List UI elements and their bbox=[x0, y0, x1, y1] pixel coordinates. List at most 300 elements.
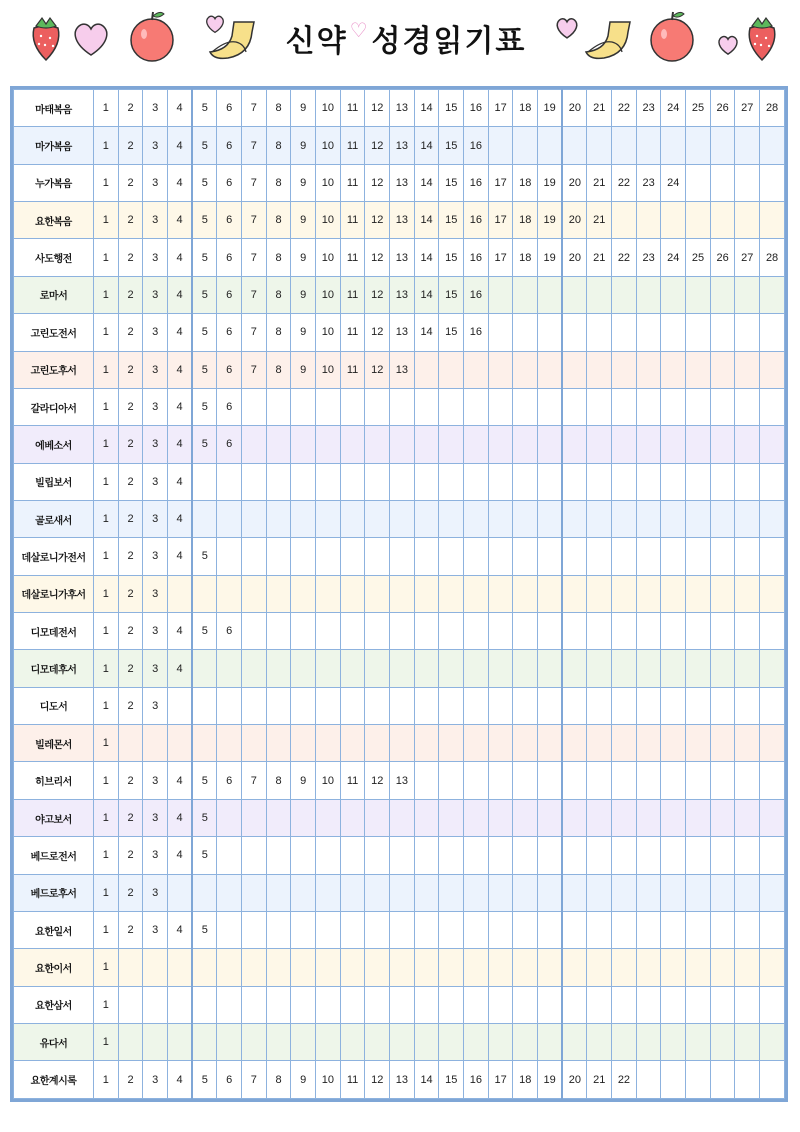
chapter-checkbox[interactable]: 3 bbox=[143, 799, 168, 836]
chapter-checkbox[interactable]: 1 bbox=[94, 1061, 119, 1099]
chapter-checkbox[interactable]: 10 bbox=[316, 127, 341, 164]
empty-cell bbox=[488, 426, 513, 463]
chapter-checkbox[interactable]: 13 bbox=[390, 351, 415, 388]
chapter-checkbox[interactable]: 12 bbox=[365, 202, 390, 239]
chapter-checkbox[interactable]: 1 bbox=[94, 276, 119, 313]
chapter-checkbox[interactable]: 3 bbox=[143, 388, 168, 425]
chapter-checkbox[interactable]: 9 bbox=[291, 90, 316, 127]
chapter-checkbox[interactable]: 18 bbox=[513, 202, 538, 239]
chapter-checkbox[interactable]: 10 bbox=[316, 762, 341, 799]
chapter-checkbox[interactable]: 28 bbox=[760, 239, 785, 276]
chapter-checkbox[interactable]: 10 bbox=[316, 1061, 341, 1099]
chapter-checkbox[interactable]: 3 bbox=[143, 239, 168, 276]
chapter-checkbox[interactable]: 21 bbox=[587, 90, 612, 127]
chapter-checkbox[interactable]: 1 bbox=[94, 986, 119, 1023]
chapter-checkbox[interactable]: 13 bbox=[390, 164, 415, 201]
chapter-checkbox[interactable]: 10 bbox=[316, 276, 341, 313]
chapter-checkbox[interactable]: 20 bbox=[562, 164, 587, 201]
empty-cell bbox=[464, 837, 489, 874]
book-name: 요한일서 bbox=[14, 911, 94, 948]
empty-cell bbox=[291, 725, 316, 762]
chapter-checkbox[interactable]: 5 bbox=[192, 388, 217, 425]
chapter-checkbox[interactable]: 3 bbox=[143, 650, 168, 687]
chapter-checkbox[interactable]: 15 bbox=[439, 276, 464, 313]
empty-cell bbox=[686, 426, 711, 463]
chapter-checkbox[interactable]: 15 bbox=[439, 90, 464, 127]
chapter-checkbox[interactable]: 3 bbox=[143, 127, 168, 164]
chapter-checkbox[interactable]: 8 bbox=[266, 202, 291, 239]
chapter-checkbox[interactable]: 1 bbox=[94, 500, 119, 537]
chapter-checkbox[interactable]: 1 bbox=[94, 239, 119, 276]
empty-cell bbox=[562, 725, 587, 762]
chapter-checkbox[interactable]: 1 bbox=[94, 202, 119, 239]
chapter-checkbox[interactable]: 1 bbox=[94, 426, 119, 463]
chapter-checkbox[interactable]: 6 bbox=[217, 90, 242, 127]
empty-cell bbox=[340, 575, 365, 612]
empty-cell bbox=[464, 500, 489, 537]
chapter-checkbox[interactable]: 4 bbox=[168, 351, 193, 388]
chapter-checkbox[interactable]: 2 bbox=[118, 874, 143, 911]
chapter-checkbox[interactable]: 8 bbox=[266, 351, 291, 388]
chapter-checkbox[interactable]: 8 bbox=[266, 314, 291, 351]
chapter-checkbox[interactable]: 3 bbox=[143, 202, 168, 239]
chapter-checkbox[interactable]: 10 bbox=[316, 351, 341, 388]
chapter-checkbox[interactable]: 11 bbox=[340, 351, 365, 388]
chapter-checkbox[interactable]: 2 bbox=[118, 164, 143, 201]
empty-cell bbox=[538, 837, 563, 874]
chapter-checkbox[interactable]: 7 bbox=[242, 276, 267, 313]
chapter-checkbox[interactable]: 14 bbox=[414, 202, 439, 239]
chapter-checkbox[interactable]: 2 bbox=[118, 762, 143, 799]
chapter-checkbox[interactable]: 11 bbox=[340, 1061, 365, 1099]
chapter-checkbox[interactable]: 19 bbox=[538, 1061, 563, 1099]
chapter-checkbox[interactable]: 3 bbox=[143, 538, 168, 575]
chapter-checkbox[interactable]: 2 bbox=[118, 500, 143, 537]
chapter-checkbox[interactable]: 2 bbox=[118, 351, 143, 388]
chapter-checkbox[interactable]: 2 bbox=[118, 314, 143, 351]
chapter-checkbox[interactable]: 27 bbox=[735, 239, 760, 276]
chapter-checkbox[interactable]: 1 bbox=[94, 949, 119, 986]
chapter-checkbox[interactable]: 1 bbox=[94, 1023, 119, 1060]
chapter-checkbox[interactable]: 2 bbox=[118, 799, 143, 836]
empty-cell bbox=[661, 650, 686, 687]
chapter-checkbox[interactable]: 6 bbox=[217, 202, 242, 239]
empty-cell bbox=[365, 388, 390, 425]
chapter-checkbox[interactable]: 21 bbox=[587, 239, 612, 276]
chapter-checkbox[interactable]: 2 bbox=[118, 388, 143, 425]
chapter-checkbox[interactable]: 5 bbox=[192, 351, 217, 388]
chapter-checkbox[interactable]: 10 bbox=[316, 239, 341, 276]
chapter-checkbox[interactable]: 2 bbox=[118, 613, 143, 650]
chapter-checkbox[interactable]: 7 bbox=[242, 762, 267, 799]
chapter-checkbox[interactable]: 4 bbox=[168, 276, 193, 313]
chapter-checkbox[interactable]: 8 bbox=[266, 239, 291, 276]
chapter-checkbox[interactable]: 11 bbox=[340, 276, 365, 313]
empty-cell bbox=[513, 874, 538, 911]
chapter-checkbox[interactable]: 15 bbox=[439, 127, 464, 164]
chapter-checkbox[interactable]: 14 bbox=[414, 314, 439, 351]
chapter-checkbox[interactable]: 4 bbox=[168, 762, 193, 799]
chapter-checkbox[interactable]: 22 bbox=[612, 239, 637, 276]
chapter-checkbox[interactable]: 5 bbox=[192, 164, 217, 201]
chapter-checkbox[interactable]: 6 bbox=[217, 613, 242, 650]
empty-cell bbox=[488, 538, 513, 575]
chapter-checkbox[interactable]: 14 bbox=[414, 90, 439, 127]
empty-cell bbox=[587, 949, 612, 986]
chapter-checkbox[interactable]: 21 bbox=[587, 1061, 612, 1099]
chapter-checkbox[interactable]: 7 bbox=[242, 202, 267, 239]
chapter-checkbox[interactable]: 25 bbox=[686, 90, 711, 127]
chapter-checkbox[interactable]: 3 bbox=[143, 837, 168, 874]
chapter-checkbox[interactable]: 3 bbox=[143, 314, 168, 351]
chapter-checkbox[interactable]: 23 bbox=[636, 90, 661, 127]
chapter-checkbox[interactable]: 22 bbox=[612, 1061, 637, 1099]
chapter-checkbox[interactable]: 5 bbox=[192, 276, 217, 313]
empty-cell bbox=[513, 463, 538, 500]
book-row bbox=[14, 314, 785, 351]
chapter-checkbox[interactable]: 3 bbox=[143, 276, 168, 313]
apple-icon bbox=[646, 8, 698, 64]
chapter-checkbox[interactable]: 27 bbox=[735, 90, 760, 127]
chapter-checkbox[interactable]: 18 bbox=[513, 1061, 538, 1099]
chapter-checkbox[interactable]: 3 bbox=[143, 575, 168, 612]
chapter-checkbox[interactable]: 5 bbox=[192, 314, 217, 351]
chapter-checkbox[interactable]: 2 bbox=[118, 127, 143, 164]
chapter-checkbox[interactable]: 3 bbox=[143, 613, 168, 650]
chapter-checkbox[interactable]: 16 bbox=[464, 127, 489, 164]
chapter-checkbox[interactable]: 9 bbox=[291, 276, 316, 313]
chapter-checkbox[interactable]: 9 bbox=[291, 202, 316, 239]
chapter-checkbox[interactable]: 6 bbox=[217, 1061, 242, 1099]
chapter-checkbox[interactable]: 1 bbox=[94, 127, 119, 164]
chapter-checkbox[interactable]: 4 bbox=[168, 463, 193, 500]
chapter-checkbox[interactable]: 2 bbox=[118, 650, 143, 687]
chapter-checkbox[interactable]: 4 bbox=[168, 799, 193, 836]
chapter-checkbox[interactable]: 5 bbox=[192, 127, 217, 164]
chapter-checkbox[interactable]: 15 bbox=[439, 239, 464, 276]
chapter-checkbox[interactable]: 13 bbox=[390, 276, 415, 313]
chapter-checkbox[interactable]: 5 bbox=[192, 426, 217, 463]
chapter-checkbox[interactable]: 5 bbox=[192, 837, 217, 874]
chapter-checkbox[interactable]: 6 bbox=[217, 164, 242, 201]
empty-cell bbox=[538, 500, 563, 537]
chapter-checkbox[interactable]: 13 bbox=[390, 762, 415, 799]
chapter-checkbox[interactable]: 2 bbox=[118, 911, 143, 948]
chapter-checkbox[interactable]: 6 bbox=[217, 239, 242, 276]
empty-cell bbox=[242, 500, 267, 537]
chapter-checkbox[interactable]: 20 bbox=[562, 202, 587, 239]
chapter-checkbox[interactable]: 22 bbox=[612, 90, 637, 127]
chapter-checkbox[interactable]: 10 bbox=[316, 164, 341, 201]
chapter-checkbox[interactable]: 7 bbox=[242, 351, 267, 388]
chapter-checkbox[interactable]: 28 bbox=[760, 90, 785, 127]
chapter-checkbox[interactable]: 4 bbox=[168, 500, 193, 537]
chapter-checkbox[interactable]: 21 bbox=[587, 202, 612, 239]
chapter-checkbox[interactable]: 19 bbox=[538, 164, 563, 201]
empty-cell bbox=[464, 949, 489, 986]
chapter-checkbox[interactable]: 6 bbox=[217, 388, 242, 425]
chapter-checkbox[interactable]: 7 bbox=[242, 164, 267, 201]
chapter-checkbox[interactable]: 3 bbox=[143, 426, 168, 463]
chapter-checkbox[interactable]: 2 bbox=[118, 538, 143, 575]
chapter-checkbox[interactable]: 17 bbox=[488, 1061, 513, 1099]
chapter-checkbox[interactable]: 1 bbox=[94, 351, 119, 388]
chapter-checkbox[interactable]: 2 bbox=[118, 90, 143, 127]
chapter-checkbox[interactable]: 3 bbox=[143, 500, 168, 537]
chapter-checkbox[interactable]: 12 bbox=[365, 239, 390, 276]
chapter-checkbox[interactable]: 15 bbox=[439, 1061, 464, 1099]
empty-cell bbox=[710, 538, 735, 575]
empty-cell bbox=[686, 949, 711, 986]
chapter-checkbox[interactable]: 7 bbox=[242, 127, 267, 164]
chapter-checkbox[interactable]: 11 bbox=[340, 762, 365, 799]
chapter-checkbox[interactable]: 1 bbox=[94, 575, 119, 612]
empty-cell bbox=[710, 426, 735, 463]
empty-cell bbox=[266, 575, 291, 612]
chapter-checkbox[interactable]: 4 bbox=[168, 90, 193, 127]
chapter-checkbox[interactable]: 16 bbox=[464, 202, 489, 239]
chapter-checkbox[interactable]: 3 bbox=[143, 762, 168, 799]
empty-cell bbox=[710, 276, 735, 313]
chapter-checkbox[interactable]: 1 bbox=[94, 837, 119, 874]
chapter-checkbox[interactable]: 11 bbox=[340, 202, 365, 239]
chapter-checkbox[interactable]: 15 bbox=[439, 314, 464, 351]
chapter-checkbox[interactable]: 5 bbox=[192, 799, 217, 836]
chapter-checkbox[interactable]: 16 bbox=[464, 1061, 489, 1099]
chapter-checkbox[interactable]: 1 bbox=[94, 613, 119, 650]
chapter-checkbox[interactable]: 12 bbox=[365, 314, 390, 351]
chapter-checkbox[interactable]: 12 bbox=[365, 276, 390, 313]
chapter-checkbox[interactable]: 4 bbox=[168, 650, 193, 687]
chapter-checkbox[interactable]: 11 bbox=[340, 127, 365, 164]
chapter-checkbox[interactable]: 14 bbox=[414, 276, 439, 313]
chapter-checkbox[interactable]: 13 bbox=[390, 202, 415, 239]
chapter-checkbox[interactable]: 22 bbox=[612, 164, 637, 201]
chapter-checkbox[interactable]: 13 bbox=[390, 1061, 415, 1099]
chapter-checkbox[interactable]: 2 bbox=[118, 687, 143, 724]
chapter-checkbox[interactable]: 8 bbox=[266, 276, 291, 313]
chapter-checkbox[interactable]: 24 bbox=[661, 90, 686, 127]
chapter-checkbox[interactable]: 1 bbox=[94, 725, 119, 762]
chapter-checkbox[interactable]: 1 bbox=[94, 911, 119, 948]
chapter-checkbox[interactable]: 1 bbox=[94, 164, 119, 201]
chapter-checkbox[interactable]: 8 bbox=[266, 90, 291, 127]
chapter-checkbox[interactable]: 1 bbox=[94, 650, 119, 687]
chapter-checkbox[interactable]: 6 bbox=[217, 762, 242, 799]
chapter-checkbox[interactable]: 24 bbox=[661, 239, 686, 276]
chapter-checkbox[interactable]: 18 bbox=[513, 164, 538, 201]
chapter-checkbox[interactable]: 11 bbox=[340, 164, 365, 201]
chapter-checkbox[interactable]: 4 bbox=[168, 1061, 193, 1099]
chapter-checkbox[interactable]: 9 bbox=[291, 127, 316, 164]
chapter-checkbox[interactable]: 9 bbox=[291, 164, 316, 201]
chapter-checkbox[interactable]: 4 bbox=[168, 164, 193, 201]
chapter-checkbox[interactable]: 9 bbox=[291, 1061, 316, 1099]
chapter-checkbox[interactable]: 9 bbox=[291, 314, 316, 351]
chapter-checkbox[interactable]: 7 bbox=[242, 1061, 267, 1099]
chapter-checkbox[interactable]: 8 bbox=[266, 164, 291, 201]
chapter-checkbox[interactable]: 21 bbox=[587, 164, 612, 201]
chapter-checkbox[interactable]: 2 bbox=[118, 575, 143, 612]
chapter-checkbox[interactable]: 16 bbox=[464, 164, 489, 201]
chapter-checkbox[interactable]: 10 bbox=[316, 90, 341, 127]
chapter-checkbox[interactable]: 3 bbox=[143, 164, 168, 201]
book-row bbox=[14, 687, 785, 724]
chapter-checkbox[interactable]: 13 bbox=[390, 127, 415, 164]
chapter-checkbox[interactable]: 13 bbox=[390, 90, 415, 127]
chapter-checkbox[interactable]: 15 bbox=[439, 164, 464, 201]
chapter-checkbox[interactable]: 7 bbox=[242, 239, 267, 276]
chapter-checkbox[interactable]: 24 bbox=[661, 164, 686, 201]
chapter-checkbox[interactable]: 20 bbox=[562, 1061, 587, 1099]
chapter-checkbox[interactable]: 2 bbox=[118, 426, 143, 463]
chapter-checkbox[interactable]: 20 bbox=[562, 90, 587, 127]
empty-cell bbox=[636, 874, 661, 911]
chapter-checkbox[interactable]: 3 bbox=[143, 874, 168, 911]
empty-cell bbox=[513, 127, 538, 164]
chapter-checkbox[interactable]: 2 bbox=[118, 463, 143, 500]
chapter-checkbox[interactable]: 17 bbox=[488, 202, 513, 239]
empty-cell bbox=[760, 463, 785, 500]
chapter-checkbox[interactable]: 4 bbox=[168, 911, 193, 948]
chapter-checkbox[interactable]: 10 bbox=[316, 314, 341, 351]
chapter-checkbox[interactable]: 4 bbox=[168, 837, 193, 874]
chapter-checkbox[interactable]: 20 bbox=[562, 239, 587, 276]
chapter-checkbox[interactable]: 2 bbox=[118, 202, 143, 239]
chapter-checkbox[interactable]: 3 bbox=[143, 687, 168, 724]
chapter-checkbox[interactable]: 14 bbox=[414, 164, 439, 201]
chapter-checkbox[interactable]: 4 bbox=[168, 613, 193, 650]
chapter-checkbox[interactable]: 11 bbox=[340, 239, 365, 276]
empty-cell bbox=[390, 538, 415, 575]
chapter-checkbox[interactable]: 11 bbox=[340, 90, 365, 127]
empty-cell bbox=[562, 388, 587, 425]
chapter-checkbox[interactable]: 1 bbox=[94, 762, 119, 799]
chapter-checkbox[interactable]: 5 bbox=[192, 90, 217, 127]
chapter-checkbox[interactable]: 16 bbox=[464, 314, 489, 351]
chapter-checkbox[interactable]: 1 bbox=[94, 799, 119, 836]
empty-cell bbox=[266, 388, 291, 425]
chapter-checkbox[interactable]: 12 bbox=[365, 762, 390, 799]
chapter-checkbox[interactable]: 5 bbox=[192, 1061, 217, 1099]
chapter-checkbox[interactable]: 8 bbox=[266, 127, 291, 164]
chapter-checkbox[interactable]: 12 bbox=[365, 1061, 390, 1099]
chapter-checkbox[interactable]: 8 bbox=[266, 1061, 291, 1099]
chapter-checkbox[interactable]: 5 bbox=[192, 613, 217, 650]
chapter-checkbox[interactable]: 3 bbox=[143, 351, 168, 388]
chapter-checkbox[interactable]: 10 bbox=[316, 202, 341, 239]
chapter-checkbox[interactable]: 19 bbox=[538, 202, 563, 239]
chapter-checkbox[interactable]: 13 bbox=[390, 314, 415, 351]
chapter-checkbox[interactable]: 8 bbox=[266, 762, 291, 799]
chapter-checkbox[interactable]: 13 bbox=[390, 239, 415, 276]
chapter-checkbox[interactable]: 3 bbox=[143, 1061, 168, 1099]
chapter-checkbox[interactable]: 4 bbox=[168, 314, 193, 351]
chapter-checkbox[interactable]: 2 bbox=[118, 837, 143, 874]
chapter-checkbox[interactable]: 16 bbox=[464, 90, 489, 127]
chapter-checkbox[interactable]: 5 bbox=[192, 538, 217, 575]
chapter-checkbox[interactable]: 4 bbox=[168, 239, 193, 276]
chapter-checkbox[interactable]: 5 bbox=[192, 239, 217, 276]
chapter-checkbox[interactable]: 12 bbox=[365, 90, 390, 127]
chapter-checkbox[interactable]: 14 bbox=[414, 1061, 439, 1099]
chapter-checkbox[interactable]: 12 bbox=[365, 351, 390, 388]
chapter-checkbox[interactable]: 7 bbox=[242, 90, 267, 127]
chapter-checkbox[interactable]: 19 bbox=[538, 239, 563, 276]
chapter-checkbox[interactable]: 26 bbox=[710, 90, 735, 127]
chapter-checkbox[interactable]: 14 bbox=[414, 127, 439, 164]
chapter-checkbox[interactable]: 12 bbox=[365, 164, 390, 201]
chapter-checkbox[interactable]: 17 bbox=[488, 239, 513, 276]
chapter-checkbox[interactable]: 26 bbox=[710, 239, 735, 276]
chapter-checkbox[interactable]: 5 bbox=[192, 202, 217, 239]
chapter-checkbox[interactable]: 15 bbox=[439, 202, 464, 239]
chapter-checkbox[interactable]: 17 bbox=[488, 164, 513, 201]
chapter-checkbox[interactable]: 19 bbox=[538, 90, 563, 127]
chapter-checkbox[interactable]: 4 bbox=[168, 127, 193, 164]
chapter-checkbox[interactable]: 11 bbox=[340, 314, 365, 351]
chapter-checkbox[interactable]: 9 bbox=[291, 351, 316, 388]
chapter-checkbox[interactable]: 4 bbox=[168, 426, 193, 463]
chapter-checkbox[interactable]: 2 bbox=[118, 239, 143, 276]
chapter-checkbox[interactable]: 16 bbox=[464, 276, 489, 313]
chapter-checkbox[interactable]: 2 bbox=[118, 276, 143, 313]
empty-cell bbox=[710, 949, 735, 986]
empty-cell bbox=[562, 127, 587, 164]
chapter-checkbox[interactable]: 12 bbox=[365, 127, 390, 164]
chapter-checkbox[interactable]: 1 bbox=[94, 463, 119, 500]
chapter-checkbox[interactable]: 6 bbox=[217, 351, 242, 388]
chapter-checkbox[interactable]: 4 bbox=[168, 538, 193, 575]
chapter-checkbox[interactable]: 25 bbox=[686, 239, 711, 276]
empty-cell bbox=[266, 500, 291, 537]
empty-cell bbox=[291, 426, 316, 463]
chapter-checkbox[interactable]: 6 bbox=[217, 276, 242, 313]
chapter-checkbox[interactable]: 14 bbox=[414, 239, 439, 276]
empty-cell bbox=[192, 725, 217, 762]
chapter-checkbox[interactable]: 3 bbox=[143, 911, 168, 948]
chapter-checkbox[interactable]: 1 bbox=[94, 90, 119, 127]
chapter-checkbox[interactable]: 6 bbox=[217, 426, 242, 463]
chapter-checkbox[interactable]: 1 bbox=[94, 314, 119, 351]
chapter-checkbox[interactable]: 5 bbox=[192, 911, 217, 948]
chapter-checkbox[interactable]: 4 bbox=[168, 388, 193, 425]
chapter-checkbox[interactable]: 2 bbox=[118, 1061, 143, 1099]
chapter-checkbox[interactable]: 3 bbox=[143, 90, 168, 127]
chapter-checkbox[interactable]: 4 bbox=[168, 202, 193, 239]
chapter-checkbox[interactable]: 23 bbox=[636, 239, 661, 276]
chapter-checkbox[interactable]: 18 bbox=[513, 239, 538, 276]
chapter-checkbox[interactable]: 23 bbox=[636, 164, 661, 201]
chapter-checkbox[interactable]: 5 bbox=[192, 762, 217, 799]
chapter-checkbox[interactable]: 18 bbox=[513, 90, 538, 127]
chapter-checkbox[interactable]: 3 bbox=[143, 463, 168, 500]
chapter-checkbox[interactable]: 17 bbox=[488, 90, 513, 127]
chapter-checkbox[interactable]: 16 bbox=[464, 239, 489, 276]
empty-cell bbox=[168, 986, 193, 1023]
chapter-checkbox[interactable]: 9 bbox=[291, 762, 316, 799]
chapter-checkbox[interactable]: 1 bbox=[94, 874, 119, 911]
chapter-checkbox[interactable]: 7 bbox=[242, 314, 267, 351]
chapter-checkbox[interactable]: 6 bbox=[217, 314, 242, 351]
empty-cell bbox=[710, 1061, 735, 1099]
chapter-checkbox[interactable]: 1 bbox=[94, 388, 119, 425]
chapter-checkbox[interactable]: 6 bbox=[217, 127, 242, 164]
empty-cell bbox=[266, 911, 291, 948]
chapter-checkbox[interactable]: 9 bbox=[291, 239, 316, 276]
chapter-checkbox[interactable]: 1 bbox=[94, 687, 119, 724]
chapter-checkbox[interactable]: 1 bbox=[94, 538, 119, 575]
